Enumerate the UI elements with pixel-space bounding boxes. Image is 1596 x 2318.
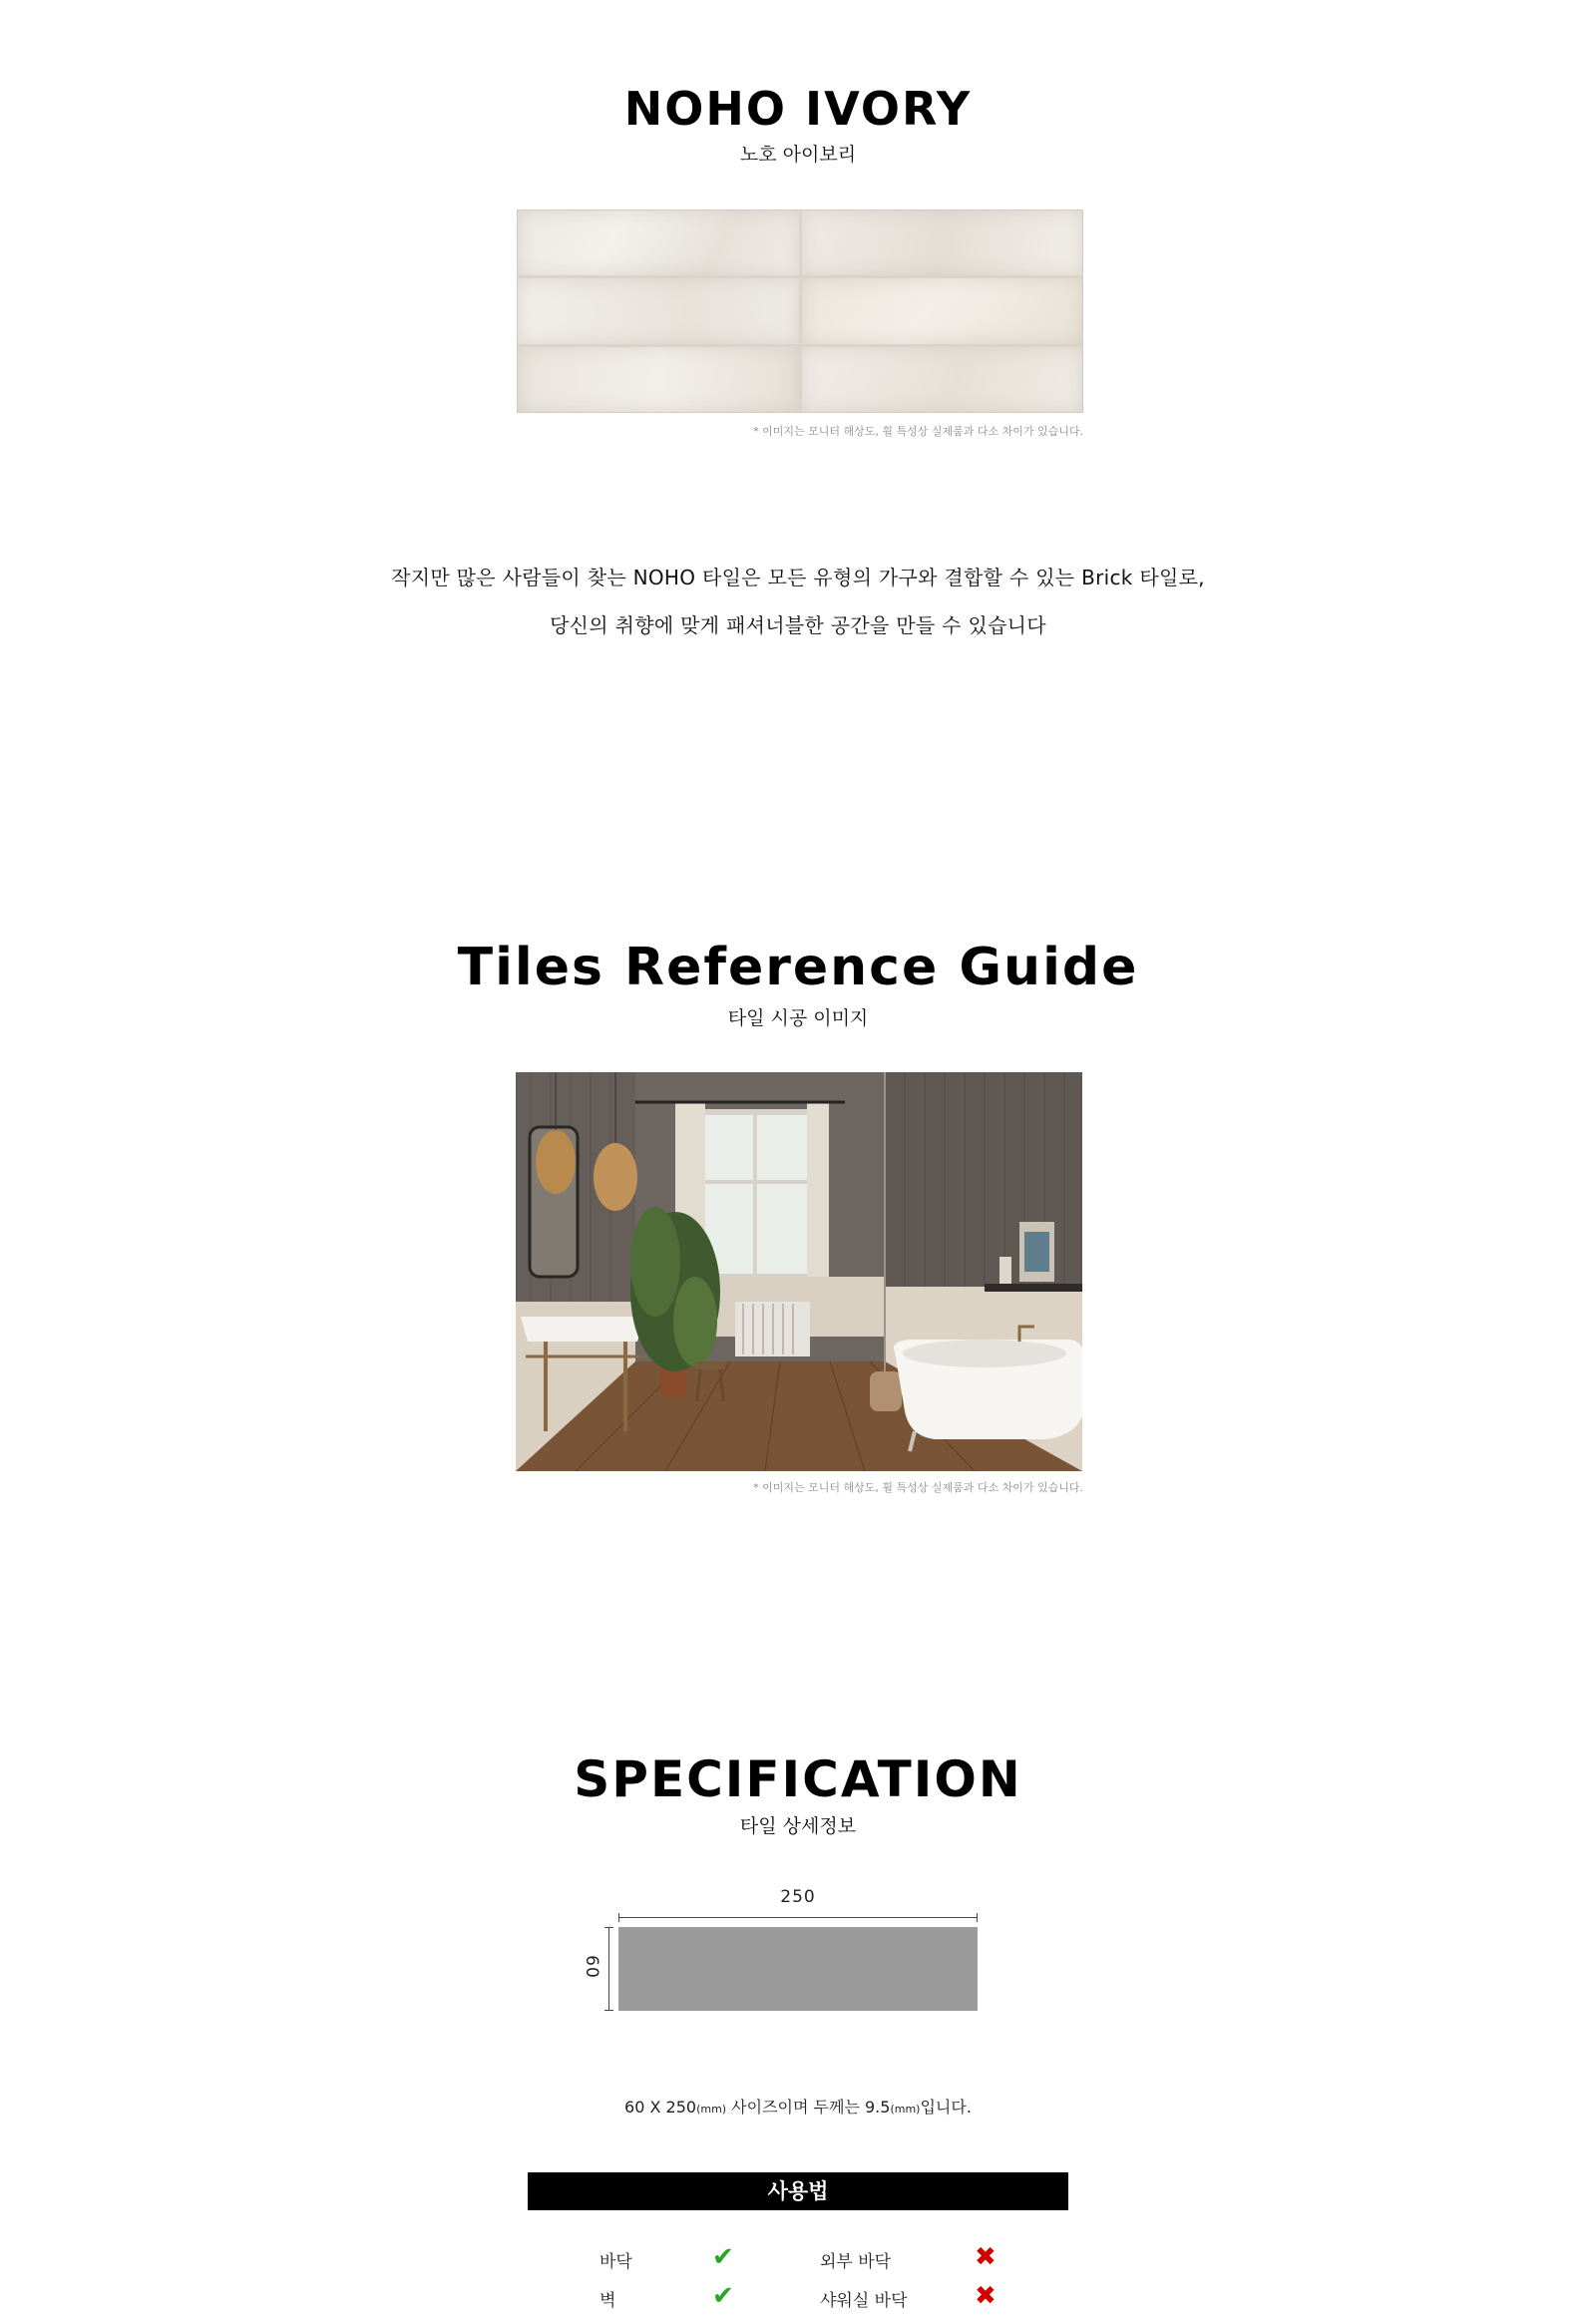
specification-title: SPECIFICATION: [574, 1750, 1022, 1808]
tile-piece: [518, 347, 799, 412]
cross-icon: ✖: [975, 2242, 997, 2272]
height-dimension-tick: [604, 2010, 613, 2011]
tile-dimension-diagram: [618, 1927, 978, 2011]
product-disclaimer: * 이미지는 모니터 해상도, 휠 특성상 실제품과 다소 차이가 있습니다.: [753, 425, 1083, 438]
cross-icon: ✖: [975, 2281, 997, 2311]
usage-item-outdoor-floor: 외부 바닥: [820, 2252, 892, 2272]
product-title: NOHO IVORY: [623, 82, 973, 136]
usage-header: 사용법: [528, 2172, 1068, 2210]
tile-sample-image: [517, 209, 1083, 413]
reference-subtitle: 타일 시공 이미지: [727, 1007, 869, 1029]
size-description-end: 입니다.: [920, 2098, 972, 2117]
bathroom-reference-image: [516, 1072, 1082, 1471]
product-description-line-2: 당신의 취향에 맞게 패셔너블한 공간을 만들 수 있습니다: [550, 613, 1046, 637]
width-dimension-line: [618, 1917, 978, 1918]
height-dimension-line: [608, 1927, 609, 2011]
tile-piece: [802, 278, 1083, 343]
thickness-text: 사이즈이며 두께는 9.5: [726, 2098, 891, 2117]
tile-piece: [802, 210, 1083, 275]
reference-title: Tiles Reference Guide: [457, 938, 1139, 997]
product-description-line-1: 작지만 많은 사람들이 찾는 NOHO 타일은 모든 유형의 가구와 결합할 수 있는 Brick 타일로,: [391, 566, 1205, 589]
tile-piece: [518, 210, 799, 275]
tile-piece: [802, 347, 1083, 412]
tile-height-label: 60: [582, 1955, 601, 1979]
usage-item-shower-floor: 샤워실 바닥: [820, 2291, 908, 2311]
size-description: [0, 2095, 1596, 2118]
specification-subtitle: 타일 상세정보: [739, 1815, 857, 1837]
tile-width-label: 250: [780, 1887, 816, 1907]
size-value: 60 X 250: [624, 2098, 697, 2117]
size-unit: (mm): [696, 2103, 727, 2116]
check-icon: ✔: [712, 2281, 734, 2311]
height-dimension-tick: [604, 1927, 613, 1928]
width-dimension-tick: [977, 1913, 978, 1922]
thickness-unit: (mm): [890, 2103, 921, 2116]
tile-piece: [518, 278, 799, 343]
reference-disclaimer: * 이미지는 모니터 해상도, 휠 특성상 실제품과 다소 차이가 있습니다.: [753, 1481, 1083, 1494]
usage-item-wall: 벽: [599, 2291, 616, 2311]
check-icon: ✔: [712, 2242, 734, 2272]
product-subtitle: 노호 아이보리: [739, 144, 857, 166]
usage-item-floor: 바닥: [599, 2252, 632, 2272]
width-dimension-tick: [618, 1913, 619, 1922]
